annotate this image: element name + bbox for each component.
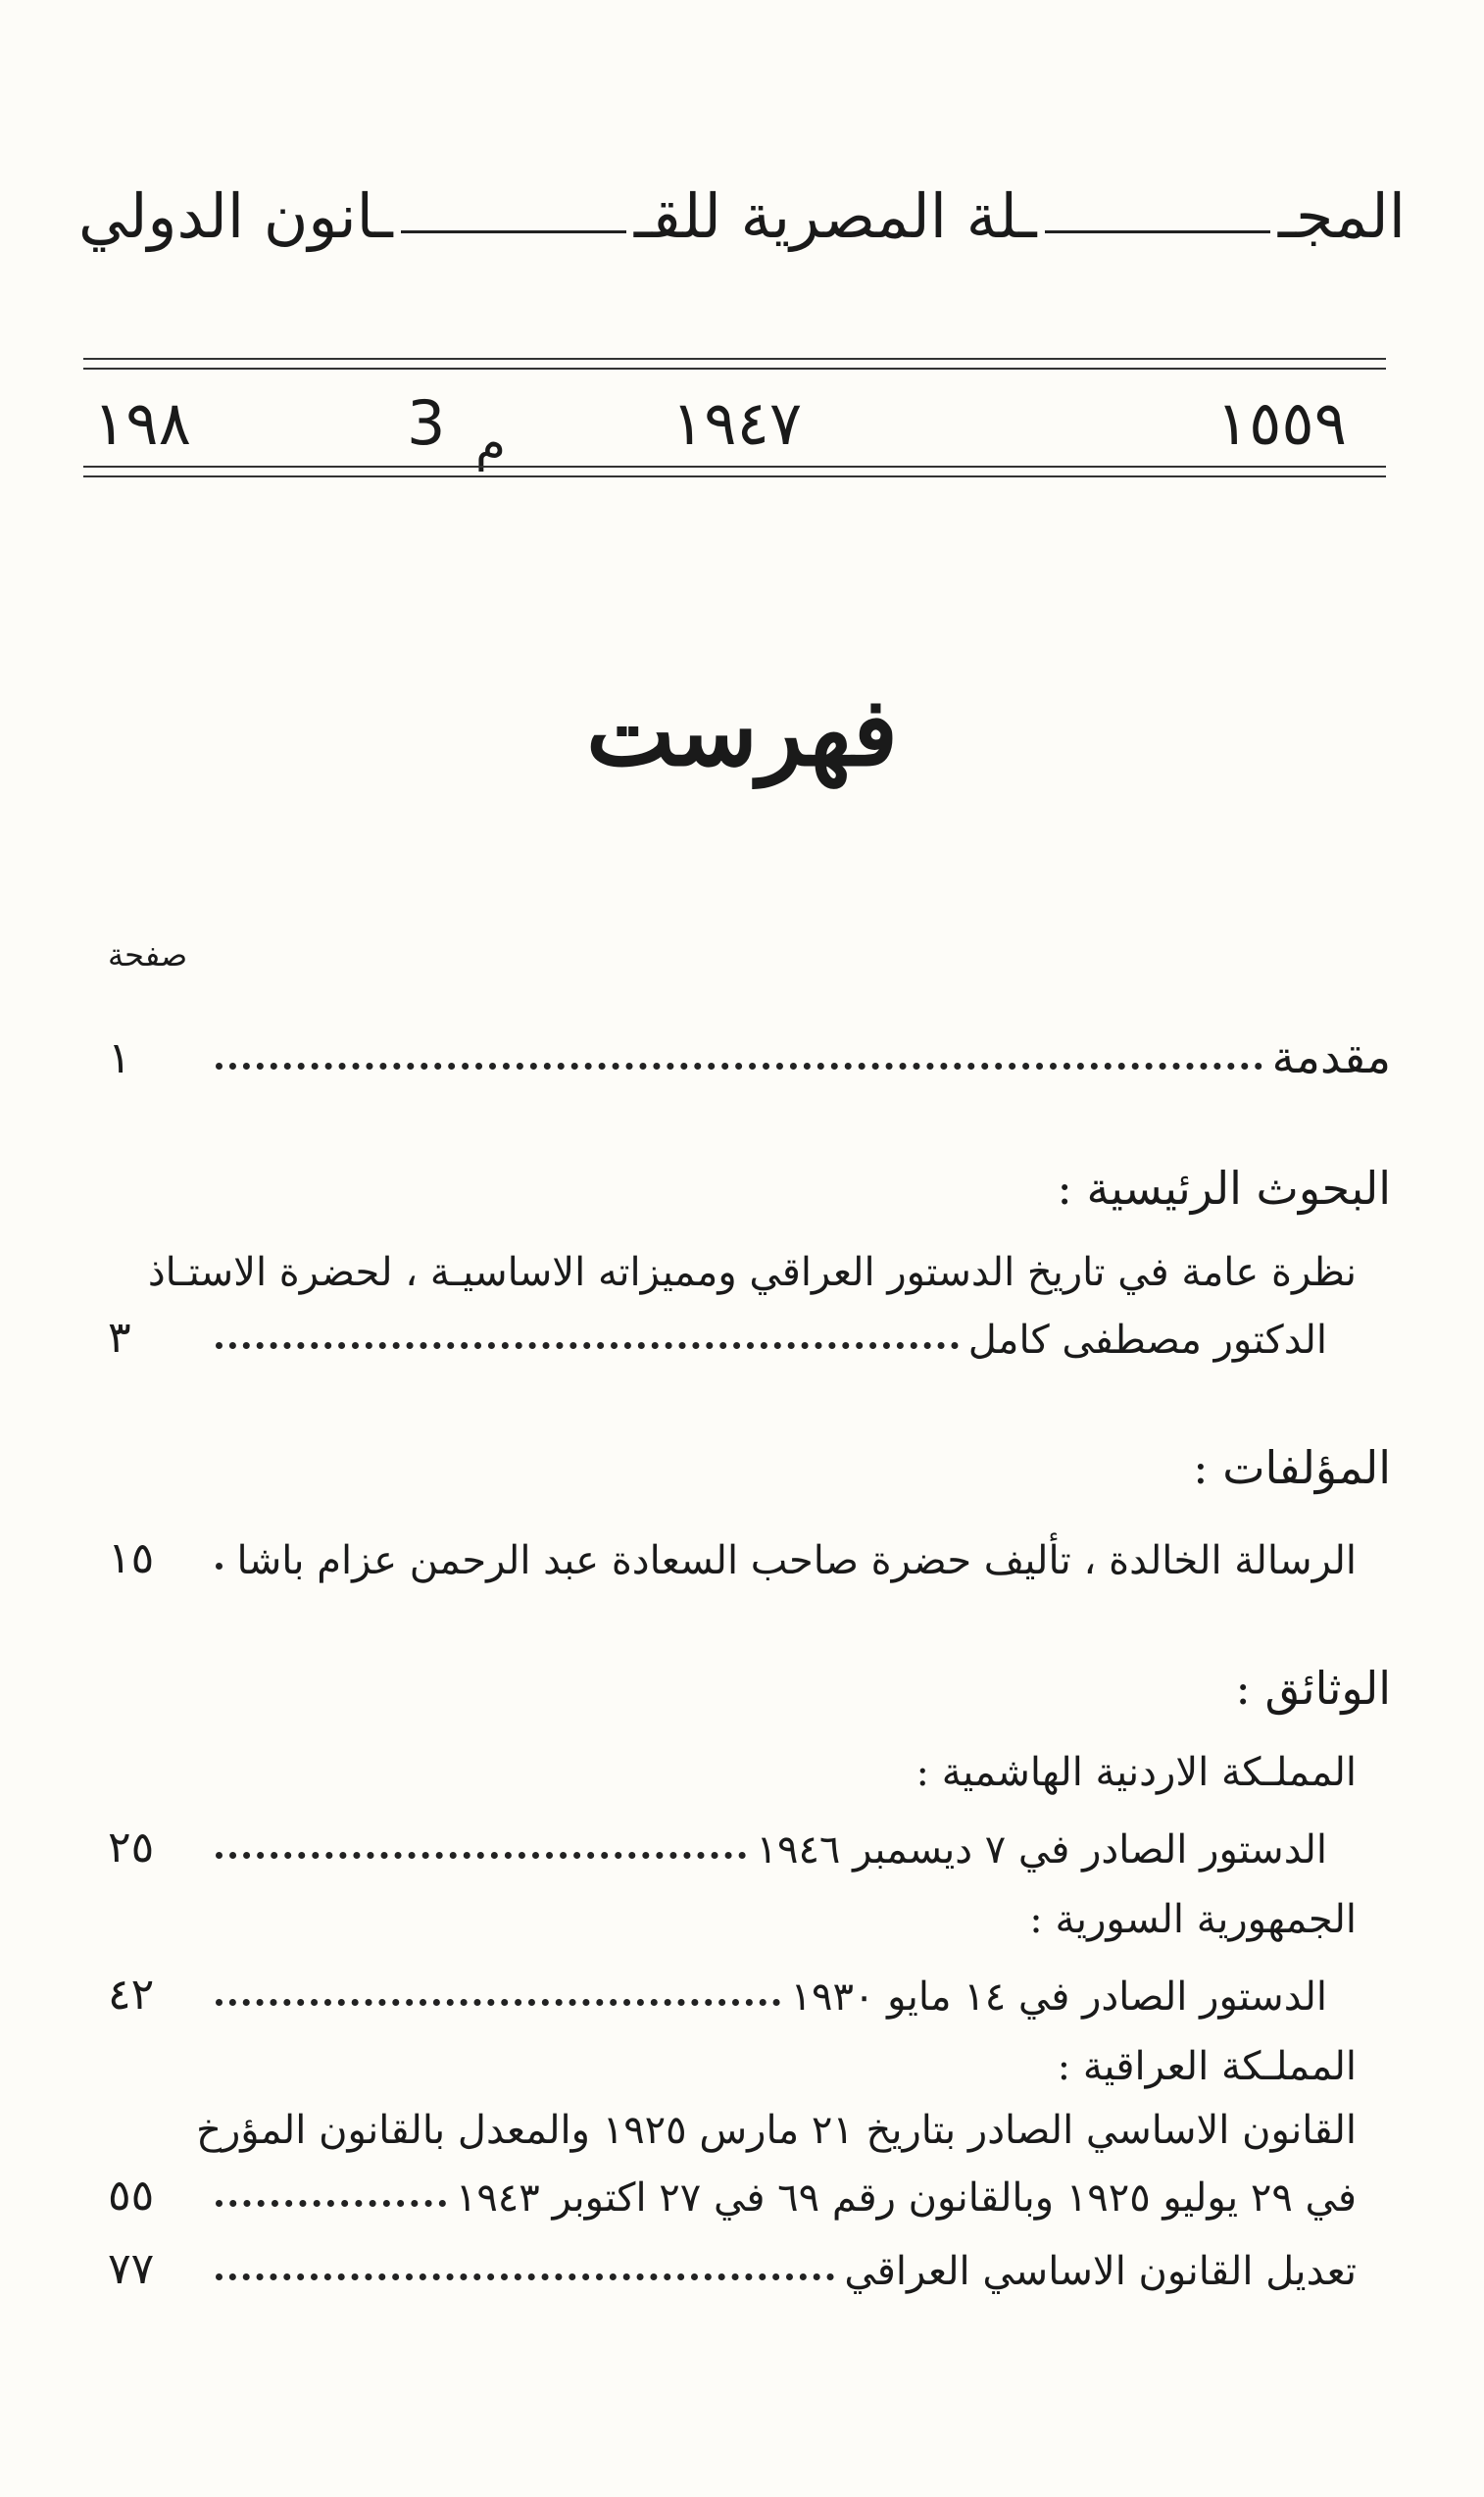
- bottom-double-rule-2: [83, 475, 1386, 477]
- year: ١٩٤٧: [671, 387, 803, 459]
- leader-dots: [216, 1852, 746, 1859]
- toc-entry-iraq-1: [108, 2162, 1391, 2221]
- volume-suffix: م: [475, 415, 506, 472]
- journal-title-middle: ـلة المصرية للقـ: [633, 180, 1037, 252]
- toc-entry-page: ١: [108, 1033, 131, 1083]
- iraq-1-line1: القانون الاساسي الصادر بتاريخ ٢١ مارس ١٩٢٥ والمعدل بالقانون المؤرخ: [196, 2108, 1357, 2153]
- journal-title-end: ـانون الدولي: [77, 180, 393, 252]
- page-column-label: صفحة: [108, 936, 188, 974]
- toc-entry-intro: [108, 1024, 1391, 1083]
- toc-entry-label: الدستور الصادر في ١٤ مايو ١٩٣٠: [790, 1974, 1327, 2020]
- toc-entry-research-1: [108, 1304, 1391, 1363]
- top-double-rule-2: [83, 368, 1386, 370]
- toc-entry-jordan-1: [108, 1814, 1391, 1873]
- issue-line: [83, 387, 1386, 472]
- right-number: ١٥٥٩: [1215, 387, 1347, 459]
- kashida-line: [1045, 230, 1270, 233]
- section-documents: الوثائق :: [1235, 1662, 1391, 1715]
- toc-entry-label: تعديل القانون الاساسي العراقي: [844, 2249, 1357, 2294]
- toc-entry-page: ٥٥: [108, 2171, 155, 2221]
- left-number: ١٩٨: [93, 387, 191, 459]
- leader-dots: [216, 1342, 959, 1349]
- journal-title-start: المجـ: [1277, 180, 1406, 252]
- volume-number: 3: [407, 387, 446, 459]
- leader-dots: [216, 1063, 1262, 1070]
- leader-dots: [216, 2273, 834, 2280]
- toc-entry-label: في ٢٩ يوليو ١٩٢٥ وبالقانون رقم ٦٩ في ٢٧ اكتوبر ١٩٤٣: [455, 2175, 1357, 2221]
- toc-entry-page: ١٥: [108, 1533, 155, 1583]
- toc-entry-iraq-2: [108, 2235, 1391, 2294]
- toc-entry-label: الدكتور مصطفى كامل: [967, 1318, 1327, 1363]
- kashida-line: [401, 230, 626, 233]
- toc-entry-label: الرسالة الخالدة ، تأليف حضرة صاحب السعادة عبد الرحمن عزام باشا: [236, 1538, 1357, 1583]
- toc-entry-page: ٤٢: [108, 1970, 155, 2020]
- subsection-syria: الجمهورية السورية :: [1029, 1897, 1357, 1942]
- toc-entry-syria-1: [108, 1961, 1391, 2020]
- journal-title: [77, 180, 1406, 252]
- toc-title: فهرست: [586, 676, 898, 787]
- toc-entry-works-1: [108, 1524, 1391, 1583]
- research-1-line1: نظرة عامة في تاريخ الدستور العراقي ومميزاته الاساسيـة ، لحضرة الاستـاذ: [147, 1250, 1357, 1295]
- bottom-double-rule: [83, 466, 1386, 468]
- leader-dots: [216, 2200, 446, 2207]
- section-works: المؤلفات :: [1193, 1441, 1391, 1494]
- toc-entry-page: ٣: [108, 1313, 131, 1363]
- top-double-rule: [83, 358, 1386, 360]
- toc-entry-label: الدستور الصادر في ٧ ديسمبر ١٩٤٦: [756, 1827, 1327, 1873]
- leader-dots: [216, 1999, 780, 2006]
- subsection-iraq: المملـكة العراقية :: [1057, 2044, 1357, 2089]
- leader-dots: [216, 1563, 227, 1570]
- toc-entry-page: ٧٧: [108, 2244, 155, 2294]
- section-research: البحوث الرئيسية :: [1057, 1162, 1391, 1215]
- toc-entry-page: ٢٥: [108, 1823, 155, 1873]
- subsection-jordan: المملـكة الاردنية الهاشمية :: [915, 1750, 1357, 1795]
- toc-entry-label: مقدمة: [1271, 1030, 1391, 1083]
